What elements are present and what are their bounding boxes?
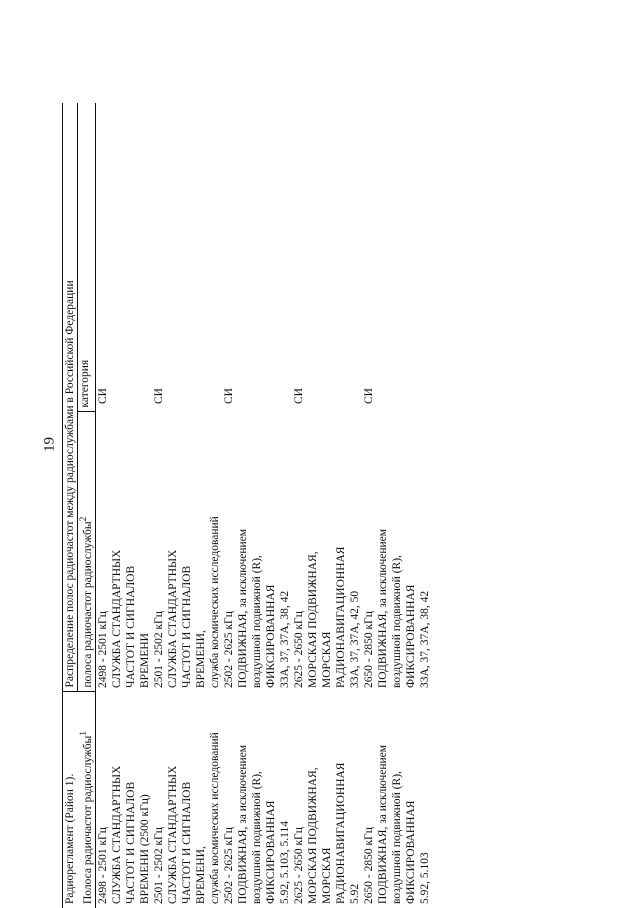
cell-line: СЛУЖБА СТАНДАРТНЫХ: [166, 765, 179, 904]
cell-empty: [95, 103, 152, 316]
table-body: [95, 103, 432, 908]
header-empty: [78, 103, 96, 316]
table-row: [292, 103, 362, 908]
cell-radioregulations: [95, 692, 152, 908]
cell-line: 2650 - 2850 кГц: [363, 611, 376, 688]
cell-rf-band: [152, 412, 222, 692]
cell-line: ЧАСТОТ И СИГНАЛОВ: [124, 781, 137, 904]
cell-line: 2498 - 2501 кГц: [96, 611, 109, 688]
cell-line: ЧАСТОТ И СИГНАЛОВ: [180, 781, 193, 904]
cell-line: служба космических исследований: [208, 516, 221, 688]
cell-category: СИ: [223, 388, 235, 404]
cell-line: СЛУЖБА СТАНДАРТНЫХ: [166, 549, 179, 688]
cell-radioregulations: [292, 692, 362, 908]
cell-category: СИ: [363, 388, 376, 404]
cell-line: воздушной подвижной (R),: [391, 771, 404, 904]
cell-line: ФИКСИРОВАННАЯ: [405, 800, 418, 904]
cell-line: служба космических исследований: [208, 732, 221, 904]
header-radioregulations-band: Полоса радиочастот радиослужбы$^1$: [78, 692, 96, 908]
cell-category: СИ: [293, 388, 306, 404]
cell-rf-band: [222, 412, 292, 692]
cell-line: 5.92, 5.103: [419, 852, 432, 904]
cell-line: воздушной подвижной (R),: [391, 555, 404, 688]
cell-line: ВРЕМЕНИ,: [194, 846, 207, 904]
cell-empty: [292, 103, 362, 316]
table-row: [222, 103, 292, 908]
cell-line: 33А, 37, 37А, 42, 50: [349, 590, 362, 688]
cell-line: МОРСКАЯ ПОДВИЖНАЯ,: [307, 767, 320, 904]
cell-line: 5.92: [349, 883, 362, 904]
cell-line: 2498 - 2501 кГц: [96, 827, 109, 904]
cell-line: ВРЕМЕНИ: [138, 633, 151, 688]
cell-line: 2501 - 2502 кГц: [152, 611, 165, 688]
cell-line: 5.92, 5.103, 5.114: [279, 821, 292, 904]
cell-line: ПОДВИЖНАЯ, за исключением: [377, 744, 390, 904]
cell-line: воздушной подвижной (R),: [251, 771, 264, 904]
table-row: [362, 103, 432, 908]
cell-line: 2502 - 2625 кГц: [223, 827, 235, 904]
cell-line: МОРСКАЯ: [321, 631, 334, 688]
cell-line: ПОДВИЖНАЯ, за исключением: [237, 528, 250, 688]
cell-line: 2625 - 2650 кГц: [293, 827, 306, 904]
header-rf-allocation: Распределение полос радиочастот между радиослужбами в Российской Федерации: [63, 103, 78, 692]
table-row: [152, 103, 222, 908]
cell-line: МОРСКАЯ: [321, 847, 334, 904]
cell-line: РАДИОНАВИГАЦИОННАЯ: [335, 546, 348, 688]
cell-empty: [152, 103, 222, 316]
cell-line: ФИКСИРОВАННАЯ: [265, 584, 278, 688]
cell-line: СЛУЖБА СТАНДАРТНЫХ: [110, 549, 123, 688]
footnote-1-marker: 1: [77, 730, 89, 736]
cell-empty: [362, 103, 432, 316]
cell-line: 2650 - 2850 кГц: [363, 827, 376, 904]
cell-line: МОРСКАЯ ПОДВИЖНАЯ,: [307, 551, 320, 688]
cell-line: 2502 - 2625 кГц: [223, 611, 235, 688]
cell-line: ВРЕМЕНИ (2500 кГц): [138, 794, 151, 904]
cell-line: РАДИОНАВИГАЦИОННАЯ: [335, 762, 348, 904]
cell-line: 33А, 37, 37А, 38, 42: [419, 590, 432, 688]
cell-line: СЛУЖБА СТАНДАРТНЫХ: [110, 765, 123, 904]
cell-category: СИ: [96, 388, 109, 404]
cell-radioregulations: [222, 692, 292, 908]
cell-line: ФИКСИРОВАННАЯ: [265, 800, 278, 904]
allocation-table-sheet: [62, 103, 582, 908]
header-category: категория: [78, 316, 96, 412]
cell-line: ФИКСИРОВАННАЯ: [405, 584, 418, 688]
cell-line: 2501 - 2502 кГц: [152, 827, 165, 904]
table-row: [95, 103, 152, 908]
cell-radioregulations: [152, 692, 222, 908]
cell-radioregulations: [362, 692, 432, 908]
cell-line: ПОДВИЖНАЯ, за исключением: [377, 528, 390, 688]
cell-rf-band: [95, 412, 152, 692]
cell-line: воздушной подвижной (R),: [251, 555, 264, 688]
cell-empty: [222, 103, 292, 316]
page-number: 19: [41, 437, 58, 452]
cell-line: ЧАСТОТ И СИГНАЛОВ: [124, 565, 137, 688]
cell-rf-band: [292, 412, 362, 692]
cell-rf-band: [362, 412, 432, 692]
footnote-2-marker: 2: [78, 516, 90, 522]
cell-category: СИ: [152, 388, 165, 404]
cell-line: 2625 - 2650 кГц: [293, 611, 306, 688]
cell-line: ВРЕМЕНИ,: [194, 630, 207, 688]
header-radioregulations: Радиорегламент (Район 1).: [63, 692, 78, 908]
cell-line: ПОДВИЖНАЯ, за исключением: [237, 744, 250, 904]
cell-line: 33А, 37, 37А, 38, 42: [279, 590, 292, 688]
frequency-allocation-table: [62, 103, 432, 908]
header-rf-band: полоса радиочастот радиослужбы$^2$: [78, 412, 96, 692]
cell-line: ЧАСТОТ И СИГНАЛОВ: [180, 565, 193, 688]
